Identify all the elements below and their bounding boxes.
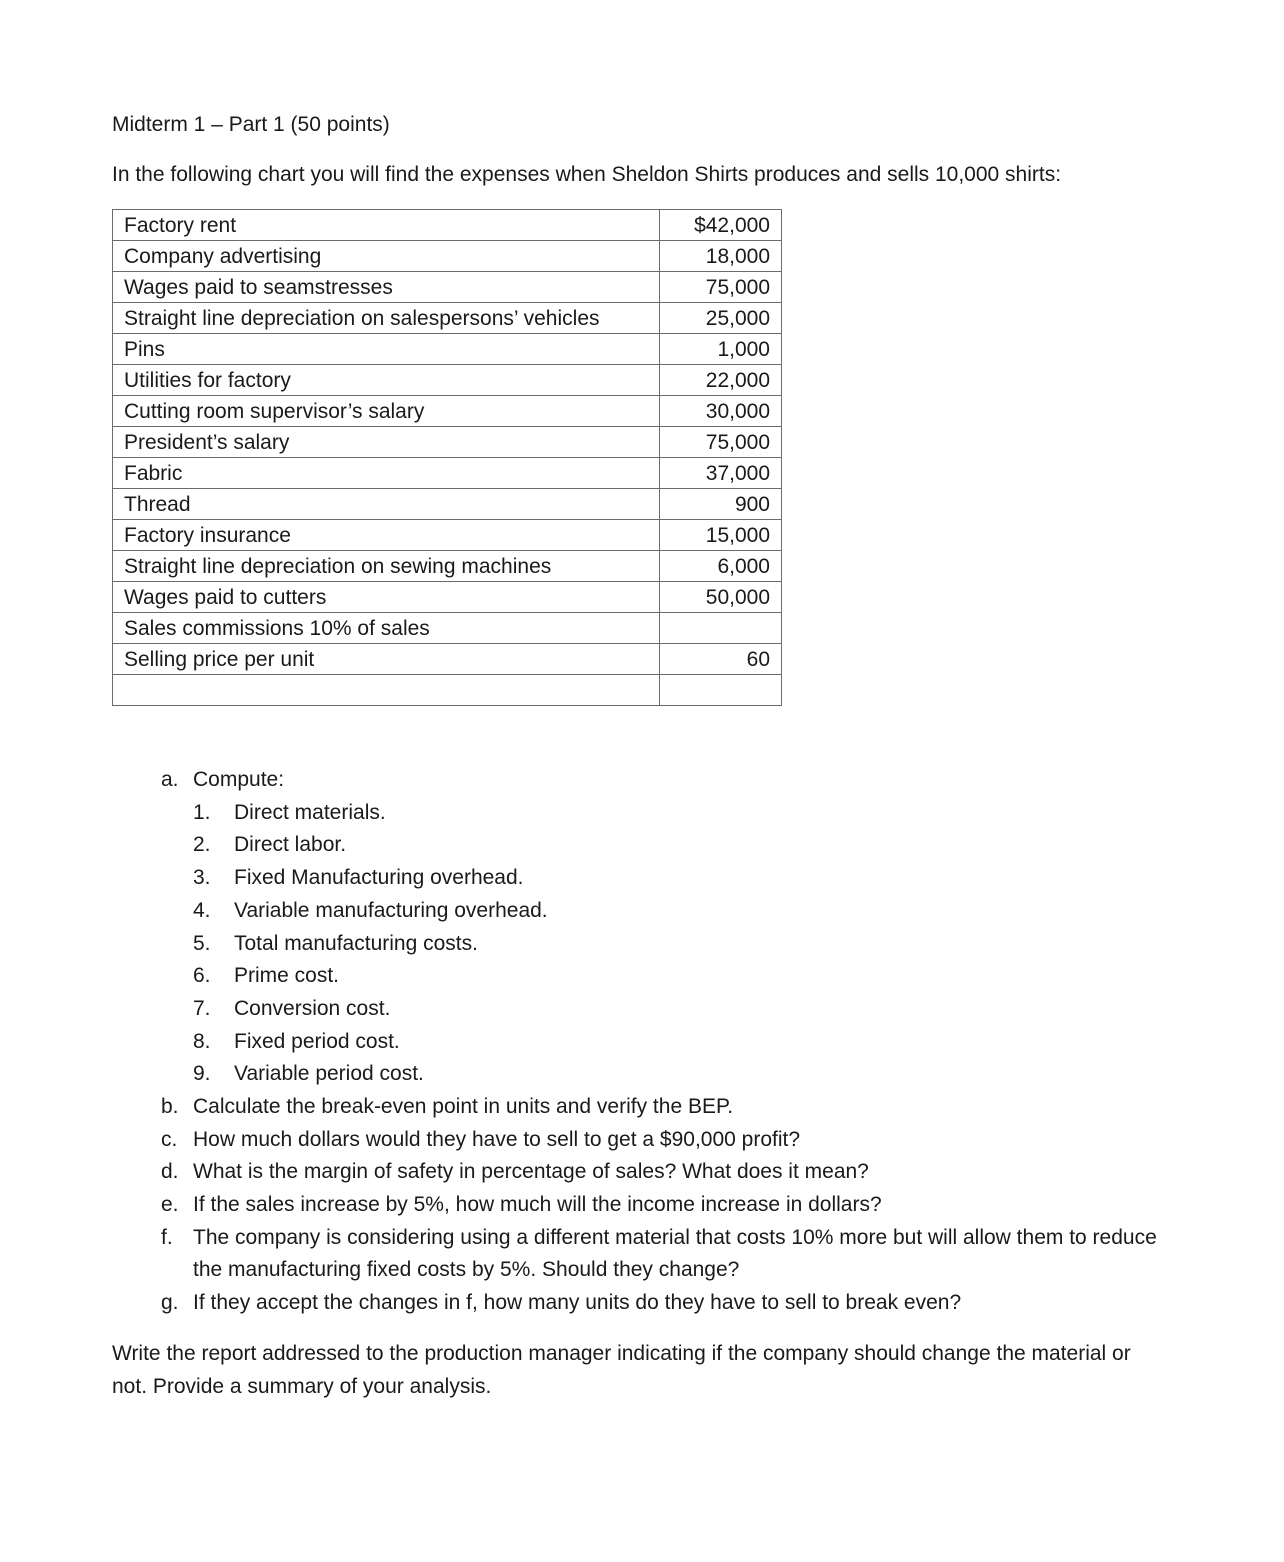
- question-g: [112, 1287, 1172, 1320]
- expense-label: Thread: [113, 489, 660, 520]
- intro-paragraph: In the following chart you will find the expenses when Sheldon Shirts produces and sells 10,000 shirts:: [112, 163, 1062, 186]
- expense-label: Company advertising: [113, 241, 660, 272]
- expense-label: Factory insurance: [113, 520, 660, 551]
- expense-table: [112, 209, 782, 706]
- expense-amount: 6,000: [660, 551, 782, 582]
- question-c: [112, 1124, 1172, 1157]
- expense-amount: 1,000: [660, 334, 782, 365]
- list-item: [193, 895, 1172, 928]
- expense-label: Sales commissions 10% of sales: [113, 613, 660, 644]
- table-row: [113, 365, 782, 396]
- question-marker: b.: [161, 1095, 179, 1119]
- question-marker: d.: [161, 1160, 179, 1184]
- table-row: [113, 613, 782, 644]
- expense-amount: 75,000: [660, 427, 782, 458]
- question-a: [112, 764, 1172, 1091]
- list-item: [193, 993, 1172, 1026]
- question-marker: g.: [161, 1290, 179, 1314]
- list-number: 3.: [193, 866, 211, 890]
- list-number: 6.: [193, 964, 211, 988]
- list-item: [193, 1026, 1172, 1059]
- table-row: [113, 334, 782, 365]
- list-number: 4.: [193, 898, 211, 922]
- question-text: Compute:: [193, 768, 285, 791]
- expense-label: Wages paid to seamstresses: [113, 272, 660, 303]
- expense-amount: 900: [660, 489, 782, 520]
- list-number: 8.: [193, 1029, 211, 1053]
- table-row: [113, 489, 782, 520]
- table-row: [113, 582, 782, 613]
- table-row: [113, 675, 782, 706]
- page-title: Midterm 1 – Part 1 (50 points): [112, 113, 390, 136]
- expense-amount: 50,000: [660, 582, 782, 613]
- question-b: [112, 1091, 1172, 1124]
- table-row: [113, 644, 782, 675]
- closing-instructions: Write the report addressed to the production manager indicating if the company should change the material or not. Provide a summary of your analysis.: [112, 1342, 1131, 1398]
- list-text: Variable manufacturing overhead.: [234, 898, 548, 922]
- list-text: Fixed period cost.: [234, 1029, 400, 1053]
- list-text: Direct labor.: [234, 833, 347, 857]
- expense-amount: 60: [660, 644, 782, 675]
- question-marker: e.: [161, 1193, 179, 1217]
- list-text: Prime cost.: [234, 964, 340, 988]
- expense-label: Cutting room supervisor’s salary: [113, 396, 660, 427]
- expense-label: President’s salary: [113, 427, 660, 458]
- expense-amount: 75,000: [660, 272, 782, 303]
- question-list: [112, 764, 1172, 1320]
- question-text: If they accept the changes in f, how many units do they have to sell to break even?: [193, 1290, 962, 1314]
- expense-amount: $42,000: [660, 210, 782, 241]
- list-text: Fixed Manufacturing overhead.: [234, 866, 524, 890]
- question-marker: c.: [161, 1127, 178, 1151]
- expense-amount: [660, 613, 782, 644]
- list-text: Direct materials.: [234, 800, 386, 824]
- question-text: Calculate the break-even point in units and verify the BEP.: [193, 1095, 734, 1119]
- expense-label: Factory rent: [113, 210, 660, 241]
- table-row: [113, 458, 782, 489]
- expense-label: Fabric: [113, 458, 660, 489]
- expense-amount: 22,000: [660, 365, 782, 396]
- question-f: [112, 1222, 1172, 1287]
- list-number: 9.: [193, 1062, 211, 1086]
- compute-sublist: [193, 797, 1172, 1091]
- list-item: [193, 862, 1172, 895]
- expense-amount: 37,000: [660, 458, 782, 489]
- expense-label: [113, 675, 660, 706]
- question-text: The company is considering using a different material that costs 10% more but will allow them to reduce the manufacturing fixed costs by 5%. Should they change?: [193, 1225, 1157, 1282]
- table-row: [113, 396, 782, 427]
- table-row: [113, 303, 782, 334]
- list-item: [193, 1058, 1172, 1091]
- list-text: Conversion cost.: [234, 996, 391, 1020]
- question-d: [112, 1156, 1172, 1189]
- table-row: [113, 520, 782, 551]
- expense-label: Straight line depreciation on sewing machines: [113, 551, 660, 582]
- expense-label: Pins: [113, 334, 660, 365]
- list-item: [193, 928, 1172, 961]
- list-number: 5.: [193, 931, 211, 955]
- list-number: 1.: [193, 800, 211, 824]
- question-marker: f.: [161, 1225, 173, 1249]
- question-e: [112, 1189, 1172, 1222]
- expense-amount: 18,000: [660, 241, 782, 272]
- expense-amount: [660, 675, 782, 706]
- list-text: Total manufacturing costs.: [234, 931, 478, 955]
- list-item: [193, 829, 1172, 862]
- expense-label: Wages paid to cutters: [113, 582, 660, 613]
- table-row: [113, 272, 782, 303]
- table-row: [113, 210, 782, 241]
- expense-label: Utilities for factory: [113, 365, 660, 396]
- question-text: How much dollars would they have to sell to get a $90,000 profit?: [193, 1127, 801, 1151]
- expense-amount: 30,000: [660, 396, 782, 427]
- expense-label: Selling price per unit: [113, 644, 660, 675]
- expense-label: Straight line depreciation on salespersons’ vehicles: [113, 303, 660, 334]
- question-marker: a.: [161, 768, 179, 791]
- list-text: Variable period cost.: [234, 1062, 424, 1086]
- expense-amount: 15,000: [660, 520, 782, 551]
- table-row: [113, 551, 782, 582]
- list-number: 7.: [193, 996, 211, 1020]
- list-item: [193, 797, 1172, 830]
- table-row: [113, 241, 782, 272]
- list-item: [193, 960, 1172, 993]
- table-row: [113, 427, 782, 458]
- expense-amount: 25,000: [660, 303, 782, 334]
- list-number: 2.: [193, 833, 211, 857]
- question-text: What is the margin of safety in percentage of sales? What does it mean?: [193, 1160, 869, 1184]
- question-text: If the sales increase by 5%, how much will the income increase in dollars?: [193, 1193, 882, 1217]
